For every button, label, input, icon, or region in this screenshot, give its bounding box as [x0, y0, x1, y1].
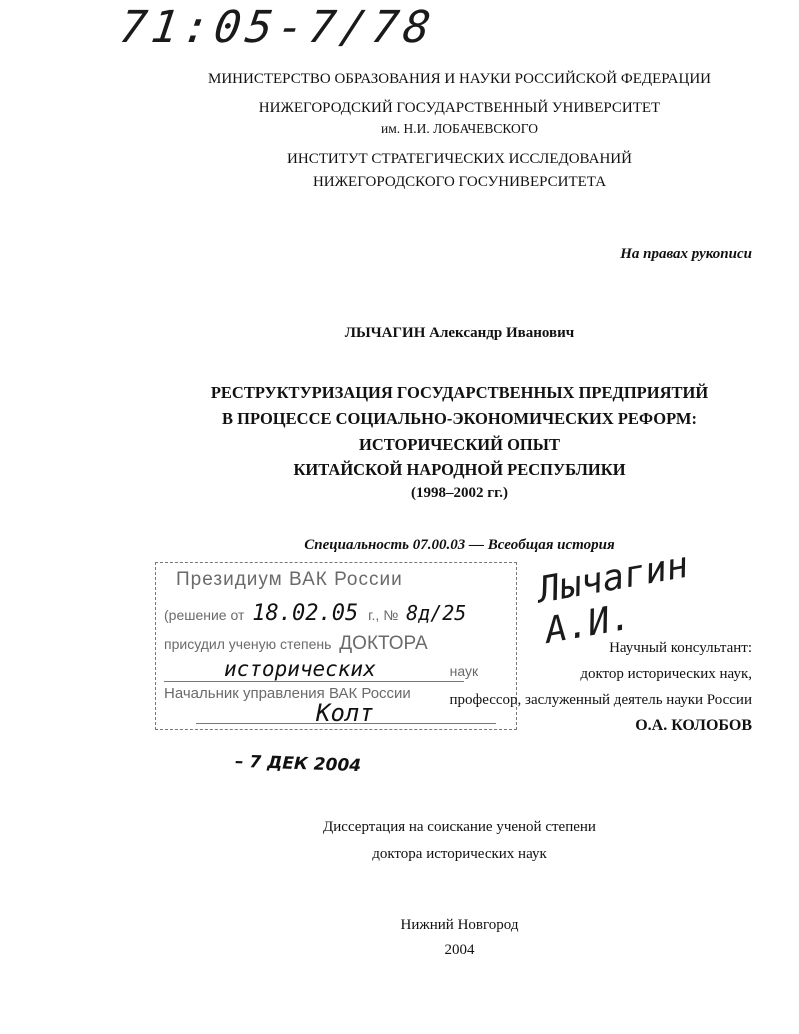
institute-line-2: НИЖЕГОРОДСКОГО ГОСУНИВЕРСИТЕТА [312, 174, 607, 190]
author-name: ЛЫЧАГИН Александр Иванович [344, 325, 575, 341]
stamp-awarded: присудил ученую степень [164, 636, 332, 652]
named-after-line: им. Н.И. ЛОБАЧЕВСКОГО [381, 121, 538, 136]
stamp-decision-prefix: (решение от [164, 607, 245, 623]
dissertation-title-line-1: РЕСТРУКТУРИЗАЦИЯ ГОСУДАРСТВЕННЫХ ПРЕДПРИЯТИЙ [210, 383, 709, 402]
dissertation-title-line-4: КИТАЙСКОЙ НАРОДНОЙ РЕСПУБЛИКИ [293, 460, 626, 479]
handwritten-author-name: Лычагин А.И. [534, 544, 692, 652]
stamp-title: Президиум ВАК России [176, 569, 403, 590]
stamp-science-field: исторических [224, 657, 376, 681]
consultant-label: Научный консультант: [609, 640, 752, 656]
stamp-field-underline [164, 681, 464, 682]
stamp-signature: Колт [316, 699, 374, 727]
dissertation-title-line-3: ИСТОРИЧЕСКИЙ ОПЫТ [359, 435, 560, 454]
dissertation-years: (1998–2002 гг.) [411, 485, 508, 501]
specialty-line: Специальность 07.00.03 — Всеобщая история [304, 537, 615, 553]
stamp-decision-number: 8д/25 [406, 601, 467, 625]
stamp-science-suffix: наук [449, 663, 479, 679]
city: Нижний Новгород [400, 917, 519, 933]
stamp-decision-mid: г., № [368, 607, 399, 623]
dissertation-note-line-1: Диссертация на соискание ученой степени [323, 819, 596, 835]
consultant-name: О.А. КОЛОБОВ [635, 717, 752, 734]
stamp-head: Начальник управления ВАК России [164, 685, 411, 702]
university-heading: НИЖЕГОРОДСКИЙ ГОСУДАРСТВЕННЫЙ УНИВЕРСИТЕТ [258, 100, 661, 116]
consultant-degree: доктор исторических наук, [580, 666, 752, 682]
year: 2004 [444, 942, 475, 958]
received-date-stamp: – 7 ДЕК 2004 [234, 751, 362, 777]
ministry-heading: МИНИСТЕРСТВО ОБРАЗОВАНИЯ И НАУКИ РОССИЙСКОЙ ФЕДЕРАЦИИ [208, 71, 711, 87]
stamp-science-line [164, 657, 478, 681]
manuscript-rights: На правах рукописи [620, 246, 752, 262]
dissertation-title-line-2: В ПРОЦЕССЕ СОЦИАЛЬНО-ЭКОНОМИЧЕСКИХ РЕФОРМ: [222, 409, 697, 428]
dissertation-note-line-2: доктора исторических наук [372, 846, 547, 862]
stamp-decision-date: 18.02.05 [252, 601, 359, 626]
stamp-awarded-line [164, 633, 428, 655]
stamp-decision-line [164, 601, 466, 626]
stamp-degree: ДОКТОРА [339, 633, 428, 654]
stamp-signature-underline [196, 723, 496, 724]
archive-code-handwritten: 71:05-7/78 [116, 2, 439, 53]
institute-line-1: ИНСТИТУТ СТРАТЕГИЧЕСКИХ ИССЛЕДОВАНИЙ [287, 151, 632, 167]
consultant-title: профессор, заслуженный деятель науки России [449, 692, 752, 708]
